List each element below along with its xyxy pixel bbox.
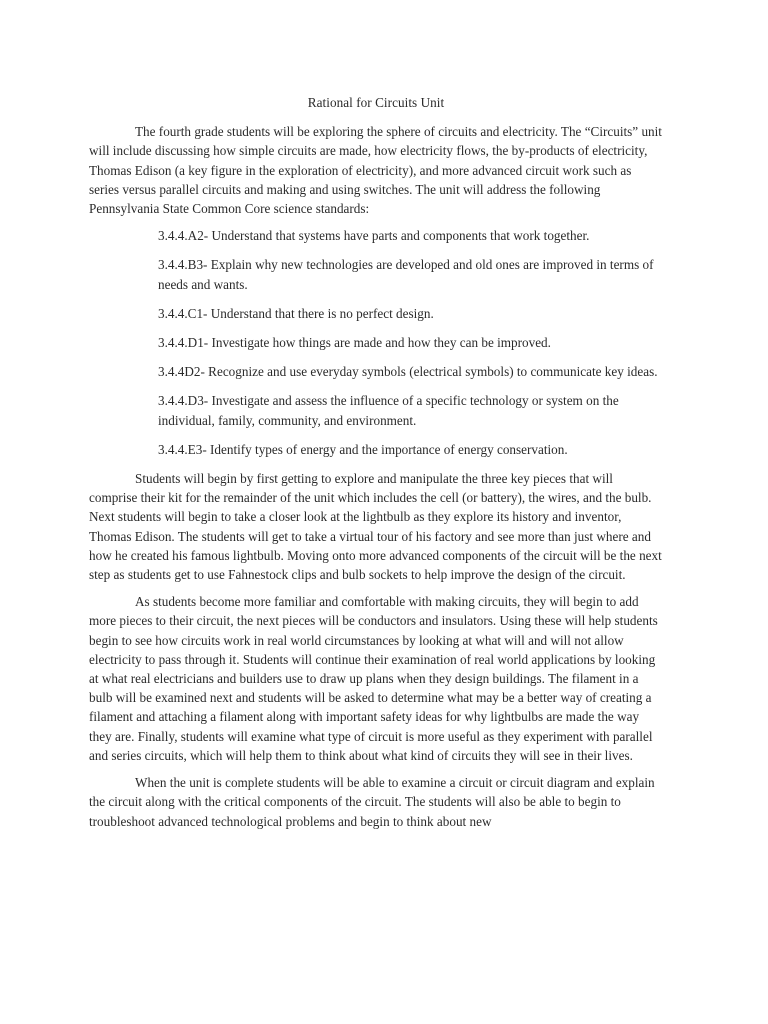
standard-item: 3.4.4.C1- Understand that there is no perfect design.	[158, 305, 434, 321]
standard-item: 3.4.4D2- Recognize and use everyday symbols (electrical symbols) to communicate key ideas.	[158, 364, 658, 380]
page-title: Rational for Circuits Unit	[307, 95, 445, 110]
intro-paragraph: The fourth grade students will be exploring the sphere of circuits and electricity. The “Circuits” unit will include discussing how simple circuits are made, how electricity flows, the by-products of electricity, Thomas Edison (a key figure in the exploration of electricity), and more advanced circuit work such as series versus parallel circuits and making and using switches. The unit will address the following Pennsylvania State Common Core science standards:	[89, 124, 662, 217]
standard-item: 3.4.4.E3- Identify types of energy and the importance of energy conservation.	[158, 441, 568, 457]
standards-list	[89, 226, 663, 459]
standard-item: 3.4.4.B3- Explain why new technologies are developed and old ones are improved in terms of needs and wants.	[158, 257, 654, 292]
standard-item: 3.4.4.A2- Understand that systems have parts and components that work together.	[158, 228, 590, 244]
standard-item: 3.4.4.D3- Investigate and assess the influence of a specific technology or system on the individual, family, community, and environment.	[158, 393, 619, 428]
standard-item: 3.4.4.D1- Investigate how things are made and how they can be improved.	[158, 335, 551, 351]
document-body	[89, 93, 663, 839]
body-paragraph: When the unit is complete students will be able to examine a circuit or circuit diagram and explain the circuit along with the critical components of the circuit. The students will also be able to begin to troubleshoot advanced technological problems and begin to think about new	[89, 775, 655, 829]
body-paragraph: Students will begin by first getting to explore and manipulate the three key pieces that will comprise their kit for the remainder of the unit which includes the cell (or battery), the wires, and the bulb. Next students will begin to take a closer look at the lightbulb as they explore its history and inventor, Thomas Edison. The students will get to take a virtual tour of his factory and see more than just where and how he created his famous lightbulb. Moving onto more advanced components of the circuit will be the next step as students get to use Fahnestock clips and bulb sockets to help improve the design of the circuit.	[89, 471, 662, 583]
body-paragraph: As students become more familiar and comfortable with making circuits, they will begin to add more pieces to their circuit, the next pieces will be conductors and insulators. Using these will help students begin to see how circuits work in real world circumstances by looking at what will and will not allow electricity to pass through it. Students will continue their examination of real world applications by looking at what real electricians and builders use to draw up plans when they design buildings. The filament in a bulb will be examined next and students will be asked to determine what may be a better way of creating a filament and attaching a filament along with important safety ideas for why lightbulbs are made the way they are. Finally, students will examine what type of circuit is more useful as they experiment with parallel and series circuits, which will help them to think about what kind of circuits they will see in their lives.	[89, 594, 658, 763]
